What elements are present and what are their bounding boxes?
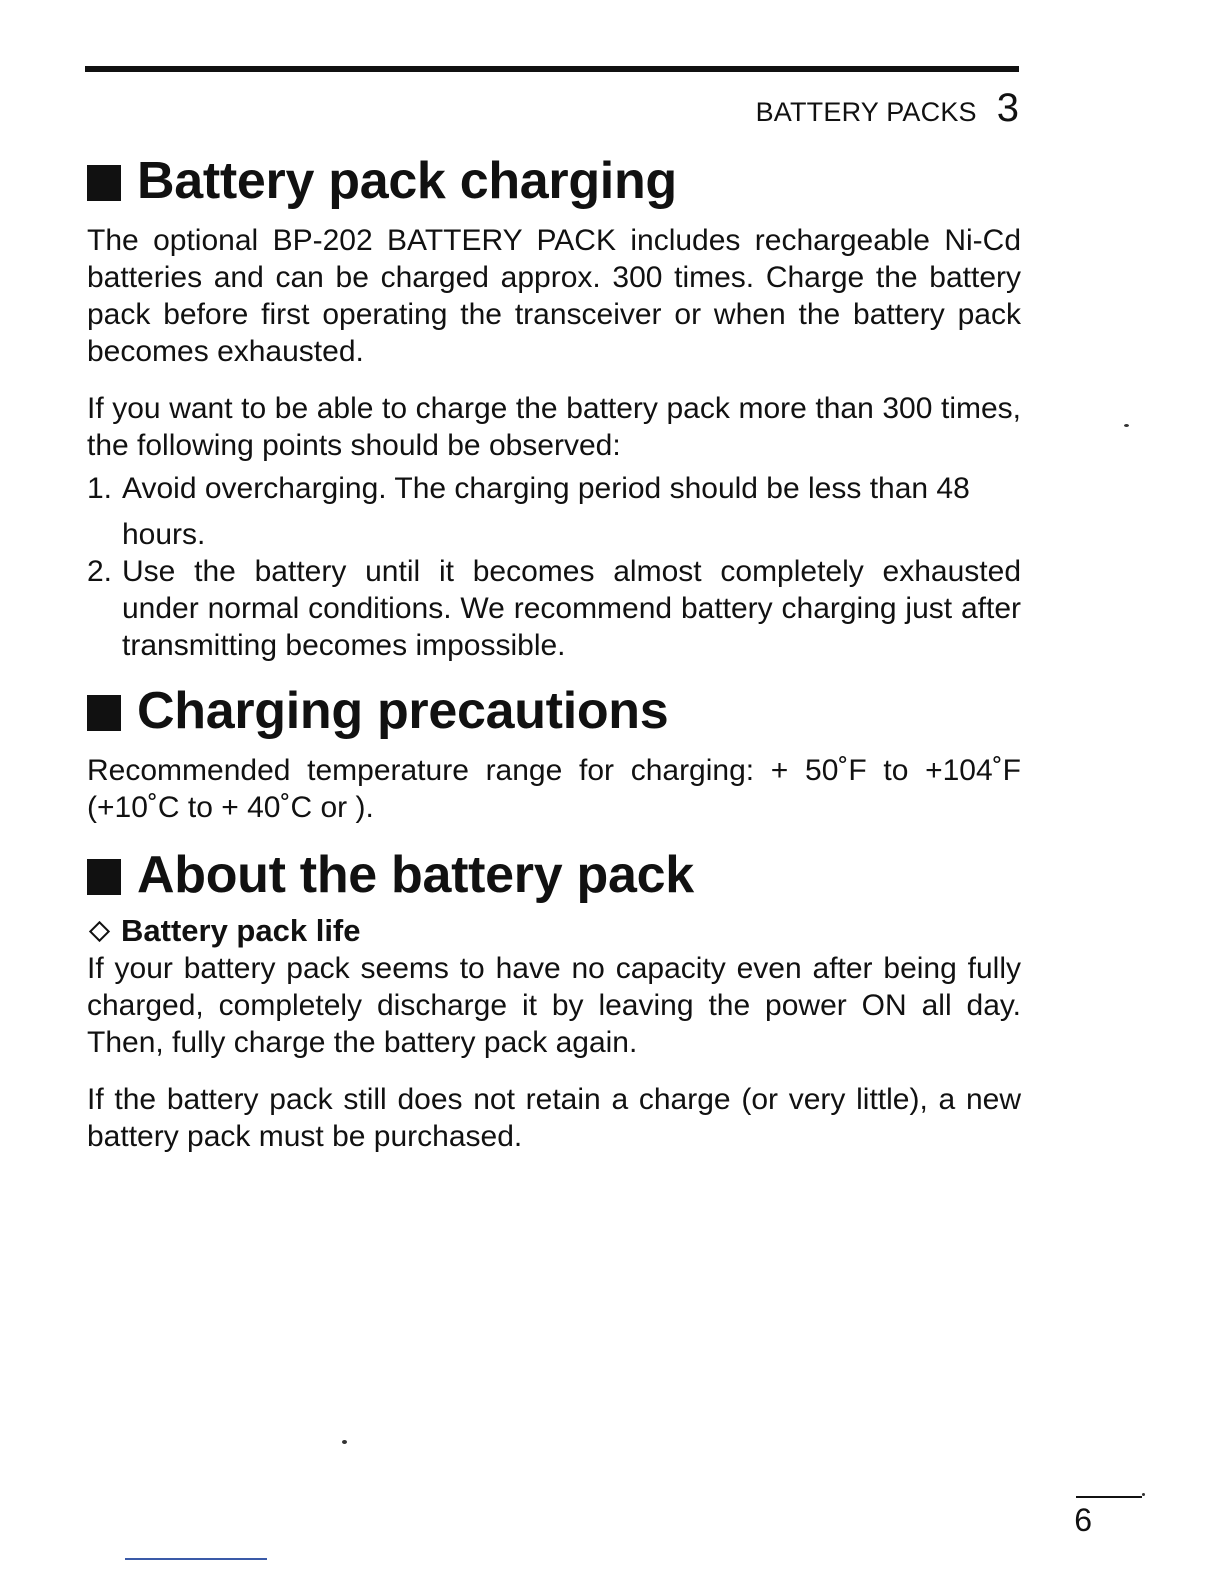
scan-speck — [1142, 1493, 1145, 1496]
running-head — [756, 86, 1019, 131]
scan-speck — [342, 1440, 347, 1444]
charging-points-list — [87, 470, 1021, 664]
list-item-text: Avoid overcharging. The charging period should be less than 48 — [122, 472, 970, 505]
heading-battery-pack-charging — [87, 148, 1021, 214]
list-item — [87, 470, 1021, 553]
list-item — [87, 553, 1021, 664]
chapter-number: 3 — [996, 86, 1019, 130]
scan-speck — [1124, 424, 1129, 427]
list-item-text: Use the battery until it becomes almost completely exhausted under normal conditions. We recommend battery charging just after transmitting becomes impossible. — [122, 555, 1021, 662]
battery-life-paragraph-1: If your battery pack seems to have no capacity even after being fully charged, completely discharge it by leaving the power ON all day. Then, fully charge the battery pack again. — [87, 952, 1021, 1059]
battery-life-paragraph-2: If the battery pack still does not retain a charge (or very little), a new battery pack must be purchased. — [87, 1083, 1021, 1153]
page-number-rule — [1076, 1496, 1142, 1498]
page-number: 6 — [1074, 1502, 1092, 1538]
diamond-bullet-icon — [89, 920, 110, 941]
precautions-paragraph: Recommended temperature range for charging: + 50˚F to +104˚F (+10˚C to + 40˚C or ). — [87, 754, 1021, 824]
footer-line — [125, 1558, 267, 1560]
list-item-number: 1. — [87, 472, 113, 505]
heading-charging-precautions — [87, 678, 1021, 744]
list-item-number: 2. — [87, 555, 113, 588]
heading-text: Charging precautions — [137, 682, 669, 740]
charging-intro-paragraph: The optional BP-202 BATTERY PACK includes rechargeable Ni-Cd batteries and can be charged approx. 300 times. Charge the battery pack before first operating the transceiver or when the battery pack becomes exhausted. — [87, 224, 1021, 368]
charging-observe-paragraph: If you want to be able to charge the battery pack more than 300 times, the following points should be observed: — [87, 392, 1021, 462]
list-item-text-continued: hours. — [122, 518, 206, 551]
heading-text: About the battery pack — [137, 846, 694, 904]
heading-text: Battery pack charging — [137, 152, 677, 210]
running-head-section: BATTERY PACKS — [755, 97, 977, 127]
subheading-text: Battery pack life — [121, 913, 361, 948]
square-bullet-icon — [87, 695, 121, 731]
square-bullet-icon — [87, 165, 121, 201]
page-content — [87, 148, 1021, 1155]
square-bullet-icon — [87, 859, 121, 895]
heading-about-battery-pack — [87, 842, 1021, 908]
top-rule — [85, 66, 1019, 72]
subheading-battery-pack-life — [87, 912, 1021, 950]
